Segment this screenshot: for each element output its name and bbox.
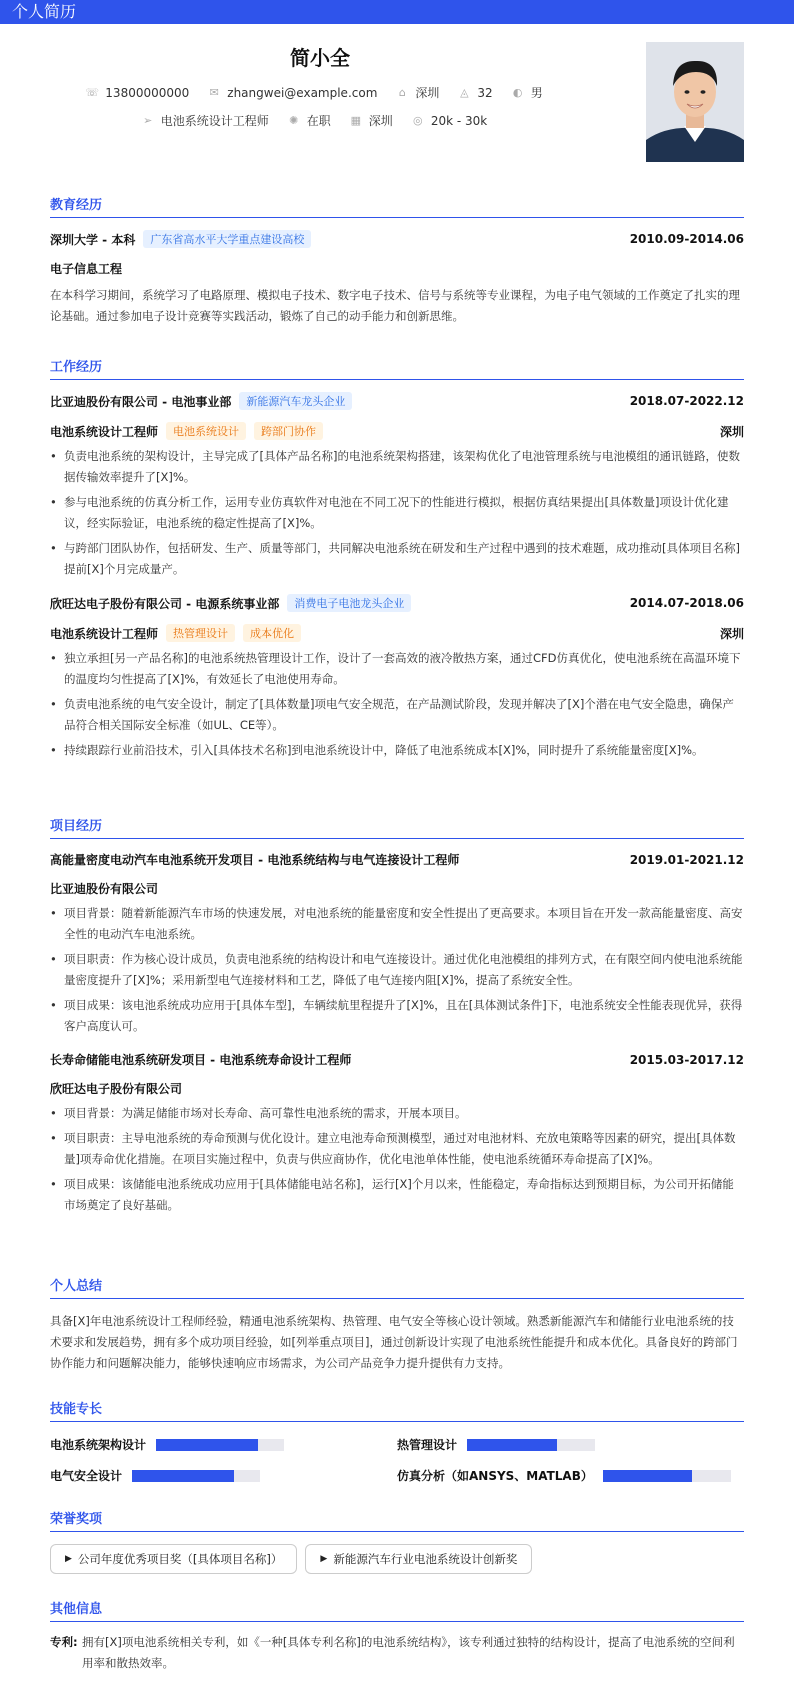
job-role: 电池系统设计工程师: [50, 424, 159, 439]
project-head: [50, 1051, 744, 1068]
major-name: [50, 260, 744, 277]
awards-list: [50, 1544, 744, 1574]
job-period: 2014.07-2018.06: [629, 596, 744, 610]
job-role: 电池系统设计工程师: [50, 626, 159, 641]
top-bar: [0, 0, 794, 24]
job-bullets: [50, 648, 744, 761]
job-head: [50, 392, 744, 410]
award-text: 新能源汽车行业电池系统设计创新奖: [333, 1552, 518, 1566]
skill-item: [397, 1436, 744, 1453]
work-title: 工作经历: [50, 356, 744, 380]
patent-text: 拥有[X]项电池系统相关专利，如《一种[具体专利名称]的电池系统结构》，该专利通过独特的结构设计，提高了电池系统的空间利用率和散热效率。: [82, 1635, 735, 1670]
job-role-row: [50, 422, 744, 440]
job-period: 2018.07-2022.12: [629, 394, 744, 408]
role-tag: 成本优化: [243, 624, 301, 642]
job-intent-row: [0, 112, 640, 129]
work-section: [50, 356, 744, 765]
age-icon: ◬: [460, 86, 469, 99]
awards-title: 荣誉奖项: [50, 1508, 744, 1532]
project-company-row: [50, 880, 744, 897]
project-period: 2019.01-2021.12: [629, 852, 744, 867]
skills-grid: [50, 1436, 744, 1484]
project-company-row: [50, 1080, 744, 1097]
profile-header: [0, 24, 794, 196]
education-title: 教育经历: [50, 194, 744, 218]
school-tag: 广东省高水平大学重点建设高校: [143, 230, 311, 248]
skill-bar-fill: [603, 1470, 693, 1482]
city-text: 深圳: [415, 86, 440, 100]
education-entry-head: [50, 230, 744, 248]
awards-section: [50, 1508, 744, 1574]
projects-title: 项目经历: [50, 815, 744, 839]
bullet-item: • 参与电池系统的仿真分析工作，运用专业仿真软件对电池在不同工况下的性能进行模拟，根据仿真结果提出[具体数量]项设计优化建议，经实际验证，电池系统的稳定性提高了[X]%。: [50, 492, 744, 534]
bullet-item: • 项目职责：主导电池系统的寿命预测与优化设计。建立电池寿命预测模型，通过对电池材料、充放电策略等因素的研究，提出[具体数量]项寿命优化措施。在项目实施过程中，负责与供应商协作，优化电池单体性能，使电池系统循环寿命提高了[X]%。: [50, 1128, 744, 1170]
award-item: [305, 1544, 532, 1574]
skill-item: [50, 1436, 397, 1453]
bullet-item: • 独立承担[另一产品名称]的电池系统热管理设计工作，设计了一套高效的液冷散热方案，通过CFD仿真优化，使电池系统在高温环境下的温度均匀性提高了[X]%，有效延长了电池使用寿命。: [50, 648, 744, 690]
contact-row: [0, 84, 640, 101]
summary-section: [50, 1275, 744, 1374]
education-period: 2010.09-2014.06: [629, 232, 744, 246]
bullet-item: • 项目职责：作为核心设计成员，负责电池系统的结构设计和电气连接设计。通过优化电池模组的排列方式，在有限空间内使电池系统能量密度提升了[X]%；采用新型电气连接材料和工艺，降低了电气连接内阻[X]%，提高了系统安全性。: [50, 949, 744, 991]
other-title: 其他信息: [50, 1598, 744, 1622]
skill-bar-fill: [132, 1470, 234, 1482]
avatar-photo: [646, 42, 744, 162]
skill-name: 热管理设计: [397, 1438, 458, 1452]
document-title: 个人简历: [12, 2, 77, 21]
project-name: 高能量密度电动汽车电池系统开发项目 - 电池系统结构与电气连接设计工程师: [50, 853, 460, 867]
role-tag: 电池系统设计: [166, 422, 246, 440]
salary-icon: ◎: [413, 114, 423, 127]
building-icon: ▦: [350, 114, 361, 127]
skill-bar-fill: [156, 1439, 258, 1451]
phone-text: 13800000000: [105, 85, 190, 100]
project-period: 2015.03-2017.12: [629, 1052, 744, 1067]
bullet-item: • 与跨部门团队协作，包括研发、生产、质量等部门，共同解决电池系统在研发和生产过程中遇到的技术难题，成功推动[具体项目名称]提前[X]个月完成量产。: [50, 538, 744, 580]
skill-name: 电气安全设计: [50, 1469, 123, 1483]
bullet-item: • 项目成果：该储能电池系统成功应用于[具体储能电站名称]，运行[X]个月以来，性能稳定，寿命指标达到预期目标，为公司开拓储能市场奠定了良好基础。: [50, 1174, 744, 1216]
award-text: 公司年度优秀项目奖（[具体项目名称]）: [77, 1552, 283, 1566]
project-company: 比亚迪股份有限公司: [50, 882, 159, 896]
company-tag: 新能源汽车龙头企业: [239, 392, 352, 410]
mail-icon: ✉: [209, 86, 219, 99]
position-text: 电池系统设计工程师: [160, 114, 269, 128]
skills-title: 技能专长: [50, 1398, 744, 1422]
send-icon: ➢: [143, 114, 153, 127]
status-icon: ✺: [289, 114, 299, 127]
patent-row: [50, 1632, 744, 1674]
project-bullets: [50, 1103, 744, 1216]
triangle-right-icon: ▶: [320, 1554, 328, 1564]
skill-name: 电池系统架构设计: [50, 1438, 147, 1452]
bullet-item: • 项目成果：该电池系统成功应用于[具体车型]，车辆续航里程提升了[X]%，且在[具体测试条件]下，电池系统安全性能表现优异，获得客户高度认可。: [50, 995, 744, 1037]
bullet-item: • 负责电池系统的架构设计，主导完成了[具体产品名称]的电池系统架构搭建，该架构优化了电池管理系统与电池模组的通讯链路，使数据传输效率提升了[X]%。: [50, 446, 744, 488]
job-company: 欣旺达电子股份有限公司 - 电源系统事业部: [50, 596, 280, 611]
job-location: 深圳: [719, 626, 744, 641]
salary-text: 20k - 30k: [430, 113, 488, 128]
summary-text: 具备[X]年电池系统设计工程师经验，精通电池系统架构、热管理、电气安全等核心设计领域。熟悉新能源汽车和储能行业电池系统的技术要求和发展趋势，拥有多个成功项目经验，如[列举重点项目]，通过创新设计实现了电池系统性能提升和成本优化。具备良好的跨部门协作能力和问题解决能力，能够快速响应市场需求，为公司产品竞争力提升提供有力支持。: [50, 1314, 738, 1370]
job-bullets: [50, 446, 744, 580]
bullet-item: • 项目背景：随着新能源汽车市场的快速发展，对电池系统的能量密度和安全性提出了更高要求。本项目旨在开发一款高能量密度、高安全性的电动汽车电池系统。: [50, 903, 744, 945]
status-text: 在职: [306, 114, 331, 128]
skill-name: 仿真分析（如ANSYS、MATLAB）: [397, 1469, 593, 1483]
age-text: 32: [477, 85, 493, 100]
avatar-illustration: [646, 42, 744, 162]
target-city-text: 深圳: [368, 114, 393, 128]
phone-icon: ☏: [85, 86, 100, 99]
project-company: 欣旺达电子股份有限公司: [50, 1082, 183, 1096]
email-text: zhangwei@example.com: [227, 85, 378, 100]
home-icon: ⌂: [398, 86, 406, 99]
job-location: 深圳: [719, 424, 744, 439]
award-item: [50, 1544, 297, 1574]
skill-item: [397, 1467, 744, 1484]
role-tag: 跨部门协作: [254, 422, 323, 440]
major-text: 电子信息工程: [50, 262, 123, 276]
school-name: 深圳大学 - 本科: [50, 232, 136, 247]
bullet-item: • 项目背景：为满足储能市场对长寿命、高可靠性电池系统的需求，开展本项目。: [50, 1103, 744, 1124]
skills-section: [50, 1398, 744, 1484]
role-tag: 热管理设计: [166, 624, 235, 642]
job-head: [50, 594, 744, 612]
skill-bar: [603, 1470, 731, 1482]
job-role-row: [50, 624, 744, 642]
skill-bar: [132, 1470, 260, 1482]
company-tag: 消费电子电池龙头企业: [287, 594, 411, 612]
job-company: 比亚迪股份有限公司 - 电池事业部: [50, 394, 232, 409]
other-section: [50, 1598, 744, 1674]
candidate-name: 简小全: [290, 46, 350, 70]
skill-bar-fill: [467, 1439, 557, 1451]
projects-section: [50, 815, 744, 1220]
skill-bar: [467, 1439, 595, 1451]
project-bullets: [50, 903, 744, 1037]
summary-title: 个人总结: [50, 1275, 744, 1299]
education-desc: 在本科学习期间，系统学习了电路原理、模拟电子技术、数字电子技术、信号与系统等专业课程，为电子电气领域的工作奠定了扎实的理论基础。通过参加电子设计竞赛等实践活动，锻炼了自己的动手能力和创新思维。: [50, 288, 740, 323]
gender-icon: ◐: [512, 86, 523, 99]
project-head: [50, 851, 744, 868]
gender-text: 男: [530, 86, 543, 100]
triangle-right-icon: ▶: [65, 1554, 72, 1564]
patent-label: 专利:: [50, 1635, 78, 1649]
project-name: 长寿命储能电池系统研发项目 - 电池系统寿命设计工程师: [50, 1053, 352, 1067]
bullet-item: • 负责电池系统的电气安全设计，制定了[具体数量]项电气安全规范，在产品测试阶段，发现并解决了[X]个潜在电气安全隐患，确保产品符合相关国际安全标准（如UL、CE等）。: [50, 694, 744, 736]
bullet-item: • 持续跟踪行业前沿技术，引入[具体技术名称]到电池系统设计中，降低了电池系统成本[X]%，同时提升了系统能量密度[X]%。: [50, 740, 744, 761]
skill-bar: [156, 1439, 284, 1451]
skill-item: [50, 1467, 397, 1484]
education-section: [50, 194, 744, 327]
